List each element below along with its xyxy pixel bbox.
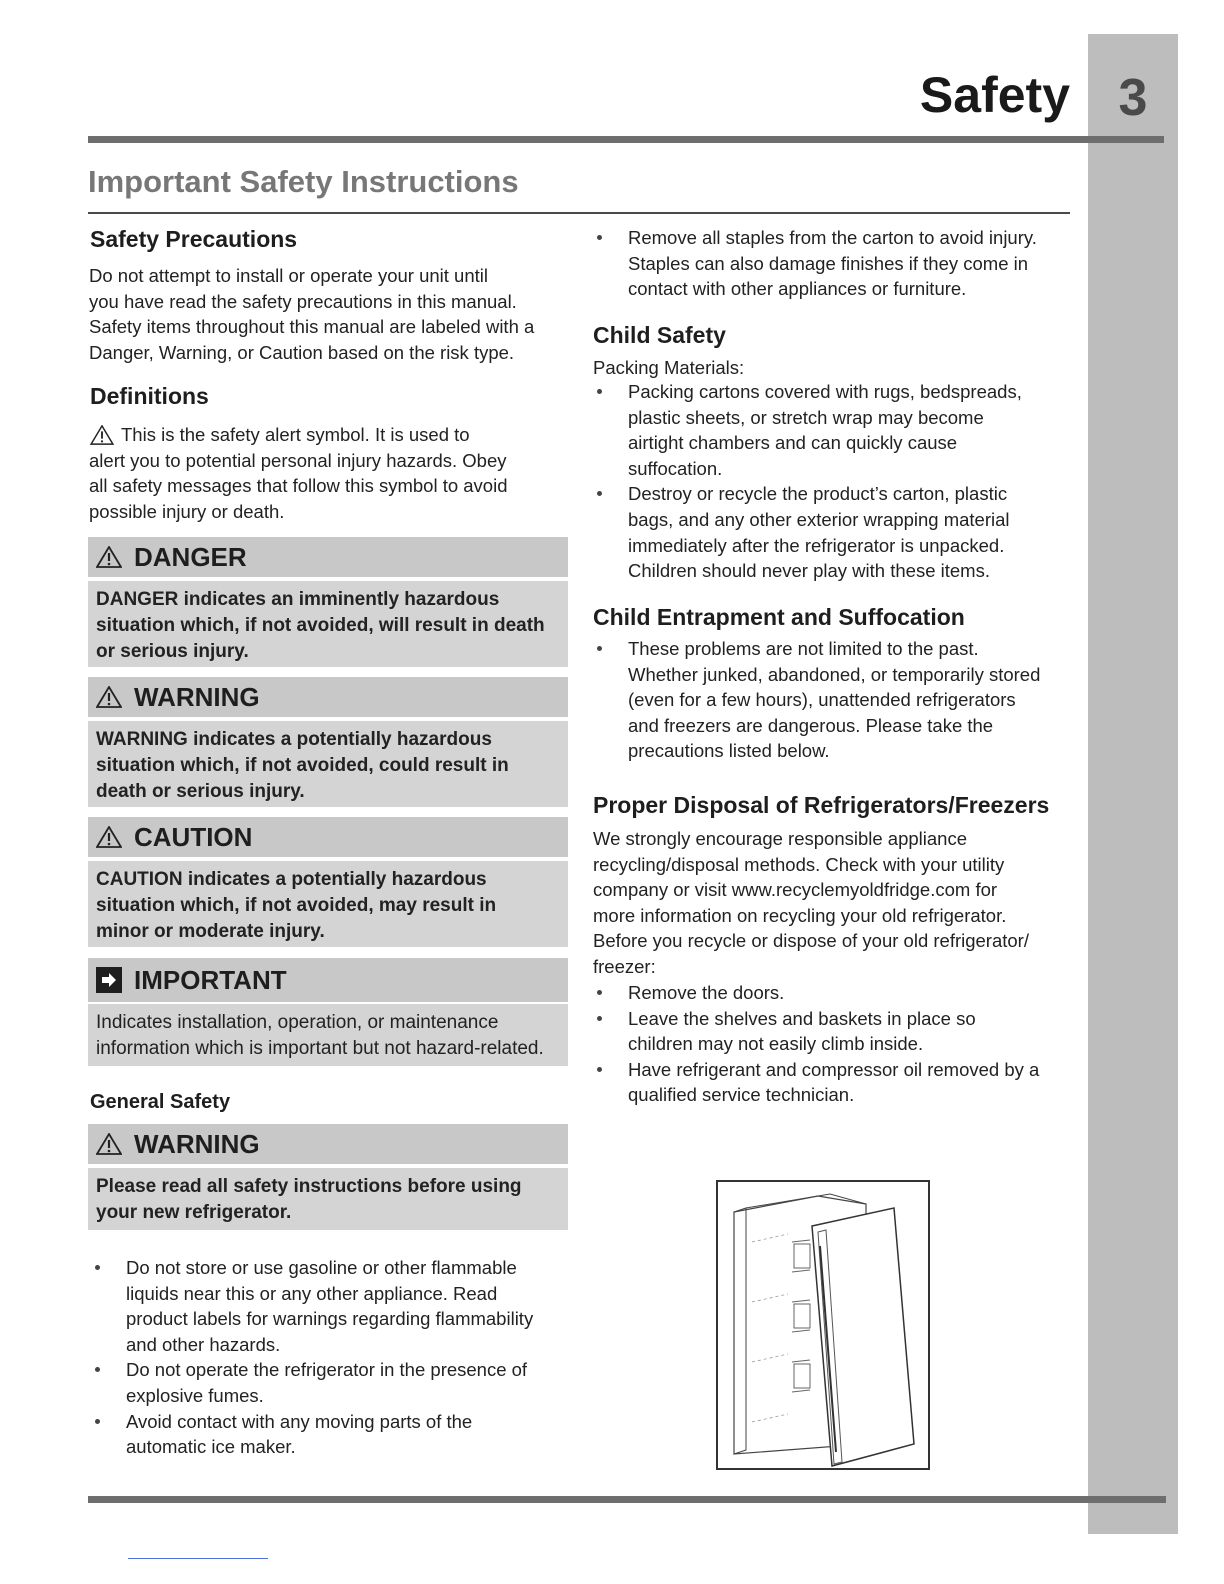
list-item: These problems are not limited to the past. Whether junked, abandoned, or temporarily stored (even for a few hours), unattended refrigerators and freezers are dangerous. Please take the precautions listed below.: [593, 636, 1078, 764]
child-safety-list: [593, 379, 1078, 584]
definitions-heading: Definitions: [90, 383, 209, 409]
refrigerator-illustration: [716, 1180, 930, 1470]
danger-box-header: [88, 537, 568, 577]
warning-box-body: WARNING indicates a potentially hazardous situation which, if not avoided, could result in death or serious injury.: [88, 721, 568, 807]
general-warning-label: WARNING: [134, 1128, 260, 1159]
entrapment-heading: Child Entrapment and Suffocation: [593, 604, 965, 630]
important-box-header: [88, 958, 568, 1002]
bottom-rule: [88, 1496, 1166, 1503]
definitions-text: This is the safety alert symbol. It is used to alert you to potential personal injury hazards. Obey all safety messages that follow this symbol to avoid possible injury or death.: [89, 424, 508, 522]
general-safety-list: [91, 1255, 581, 1460]
list-item: Avoid contact with any moving parts of the automatic ice maker.: [91, 1409, 581, 1460]
child-safety-heading: Child Safety: [593, 322, 726, 348]
staples-list: [593, 225, 1078, 302]
section-title: Safety: [919, 67, 1070, 123]
refrigerator-drawing: [718, 1182, 928, 1468]
heading-rule: [88, 212, 1070, 214]
list-item: Packing cartons covered with rugs, bedspreads, plastic sheets, or stretch wrap may become airtight chambers and can quickly cause suffocation.: [593, 379, 1078, 481]
disposal-list: [593, 980, 1078, 1108]
chapter-side-tab: [1088, 34, 1178, 1534]
chapter-number: 3: [1118, 69, 1148, 127]
footer-line: [128, 1558, 268, 1559]
general-warning-alert-icon: [96, 1133, 122, 1155]
packing-materials-label: Packing Materials:: [593, 357, 745, 378]
caution-box-header: [88, 817, 568, 857]
general-warning-box-body: Please read all safety instructions before using your new refrigerator.: [88, 1168, 568, 1230]
list-item: Have refrigerant and compressor oil removed by a qualified service technician.: [593, 1057, 1078, 1108]
list-item: Do not store or use gasoline or other flammable liquids near this or any other appliance. Read product labels for warnings regarding flammability and other hazards.: [91, 1255, 581, 1357]
disposal-heading: Proper Disposal of Refrigerators/Freezers: [593, 792, 1050, 818]
warning-label: WARNING: [134, 681, 260, 712]
danger-alert-icon: [96, 546, 122, 568]
important-label: IMPORTANT: [134, 964, 287, 995]
caution-box-body: CAUTION indicates a potentially hazardous situation which, if not avoided, may result in minor or moderate injury.: [88, 861, 568, 947]
danger-label: DANGER: [134, 541, 247, 572]
list-item: Leave the shelves and baskets in place so children may not easily climb inside.: [593, 1006, 1078, 1057]
disposal-text: We strongly encourage responsible appliance recycling/disposal methods. Check with your utility company or visit www.recyclemyoldfridge.com for more information on recycling your old refrigerator. Before you recycle or dispose of your old refrigerator/ freezer:: [593, 828, 1029, 977]
list-item: Remove all staples from the carton to avoid injury. Staples can also damage finishes if they come in contact with other appliances or furniture.: [593, 225, 1078, 302]
warning-alert-icon: [96, 686, 122, 708]
caution-label: CAUTION: [134, 821, 253, 852]
safety-precautions-text: Do not attempt to install or operate your unit until you have read the safety precautions in this manual. Safety items throughout this manual are labeled with a Danger, Warning, or Caution based on the risk type.: [89, 265, 535, 363]
list-item: Destroy or recycle the product’s carton, plastic bags, and any other exterior wrapping material immediately after the refrigerator is unpacked. Children should never play with these items.: [593, 481, 1078, 583]
danger-box-body: DANGER indicates an imminently hazardous situation which, if not avoided, will result in death or serious injury.: [88, 581, 568, 667]
list-item: Remove the doors.: [593, 980, 1078, 1006]
important-box-body: Indicates installation, operation, or maintenance information which is important but not hazard-related.: [88, 1004, 568, 1066]
page-heading: Important Safety Instructions: [88, 164, 519, 199]
top-rule: [88, 136, 1164, 143]
safety-precautions-heading: Safety Precautions: [90, 226, 298, 252]
general-warning-box-header: [88, 1124, 568, 1164]
safety-alert-icon: [89, 425, 115, 445]
list-item: Do not operate the refrigerator in the presence of explosive fumes.: [91, 1357, 581, 1408]
important-arrow-icon: [96, 967, 122, 993]
caution-alert-icon: [96, 826, 122, 848]
general-safety-heading: General Safety: [90, 1091, 231, 1113]
warning-box-header: [88, 677, 568, 717]
entrapment-list: [593, 636, 1078, 764]
